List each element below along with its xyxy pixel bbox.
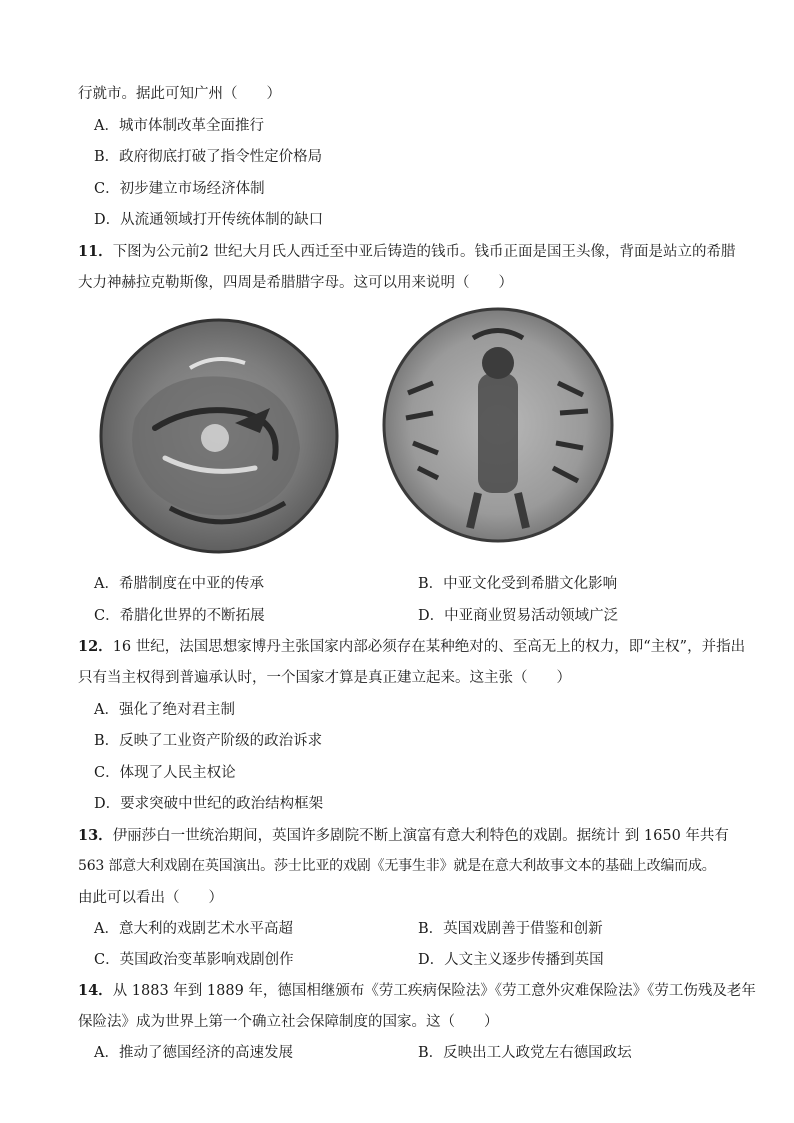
q10-option-d: D．从流通领域打开传统体制的缺口 [94,212,324,228]
q11-stem-line2: 大力神赫拉克勒斯像，四周是希腊腊字母。这可以用来说明（ ） [78,275,513,291]
q12-number: 12． [78,638,113,655]
q10-option-a: A．城市体制改革全面推行 [94,118,264,134]
q10-stem-tail: 行就市。据此可知广州（ ） [78,86,281,102]
q13-stem-line1: 13．伊丽莎白一世统治期间，英国许多剧院不断上演富有意大利特色的戏剧。据统计 到 1650 年共有 [78,827,729,844]
q14-option-b: B．反映出工人政党左右德国政坛 [418,1045,632,1061]
q13-option-c: C．英国政治变革影响戏剧创作 [94,952,294,968]
q12-option-c: C．体现了人民主权论 [94,765,236,781]
q13-stem-line3: 由此可以看出（ ） [78,890,223,906]
q12-option-b: B．反映了工业资产阶级的政治诉求 [94,733,323,749]
q12-stem-line2: 只有当主权得到普遍承认时，一个国家才算是真正建立起来。这主张（ ） [78,670,571,686]
q11-option-a: A．希腊制度在中亚的传承 [94,576,264,592]
q13-stem-line2: 563 部意大利戏剧在英国演出。莎士比亚的戏剧《无事生非》就是在意大利故事文本的基础上改编而成。 [78,858,716,874]
q11-stem-line1: 11．下图为公元前2 世纪大月氏人西迁至中亚后铸造的钱币。钱币正面是国王头像，背面是站立的希腊 [78,243,736,260]
q14-number: 14． [78,982,113,999]
q14-stem-line2: 保险法》成为世界上第一个确立社会保障制度的国家。这（ ） [78,1014,499,1030]
q10-option-b: B．政府彻底打破了指令性定价格局 [94,149,323,165]
q11-option-c: C．希腊化世界的不断拓展 [94,608,265,624]
q12-stem-line1: 12．16 世纪，法国思想家博丹主张国家内部必须存在某种绝对的、至高无上的权力，即“主权”，并指出 [78,638,746,655]
q11-option-d: D．中亚商业贸易活动领域广泛 [418,608,619,624]
q11-option-b: B．中亚文化受到希腊文化影响 [418,576,618,592]
q11-number: 11． [78,243,113,260]
coin-reverse-image [378,303,618,547]
q13-option-d: D．人文主义逐步传播到英国 [418,952,604,968]
q13-option-b: B．英国戏剧善于借鉴和创新 [418,921,603,937]
q10-option-c: C．初步建立市场经济体制 [94,181,265,197]
coin-obverse-image [95,308,345,560]
q14-option-a: A．推动了德国经济的高速发展 [94,1045,293,1061]
q12-option-a: A．强化了绝对君主制 [94,702,235,718]
q13-number: 13． [78,827,113,844]
q13-option-a: A．意大利的戏剧艺术水平高超 [94,921,293,937]
q12-option-d: D．要求突破中世纪的政治结构框架 [94,796,324,812]
q14-stem-line1: 14．从 1883 年到 1889 年，德国相继颁布《劳工疾病保险法》《劳工意外灾难保险法》《劳工伤残及老年 [78,982,756,999]
